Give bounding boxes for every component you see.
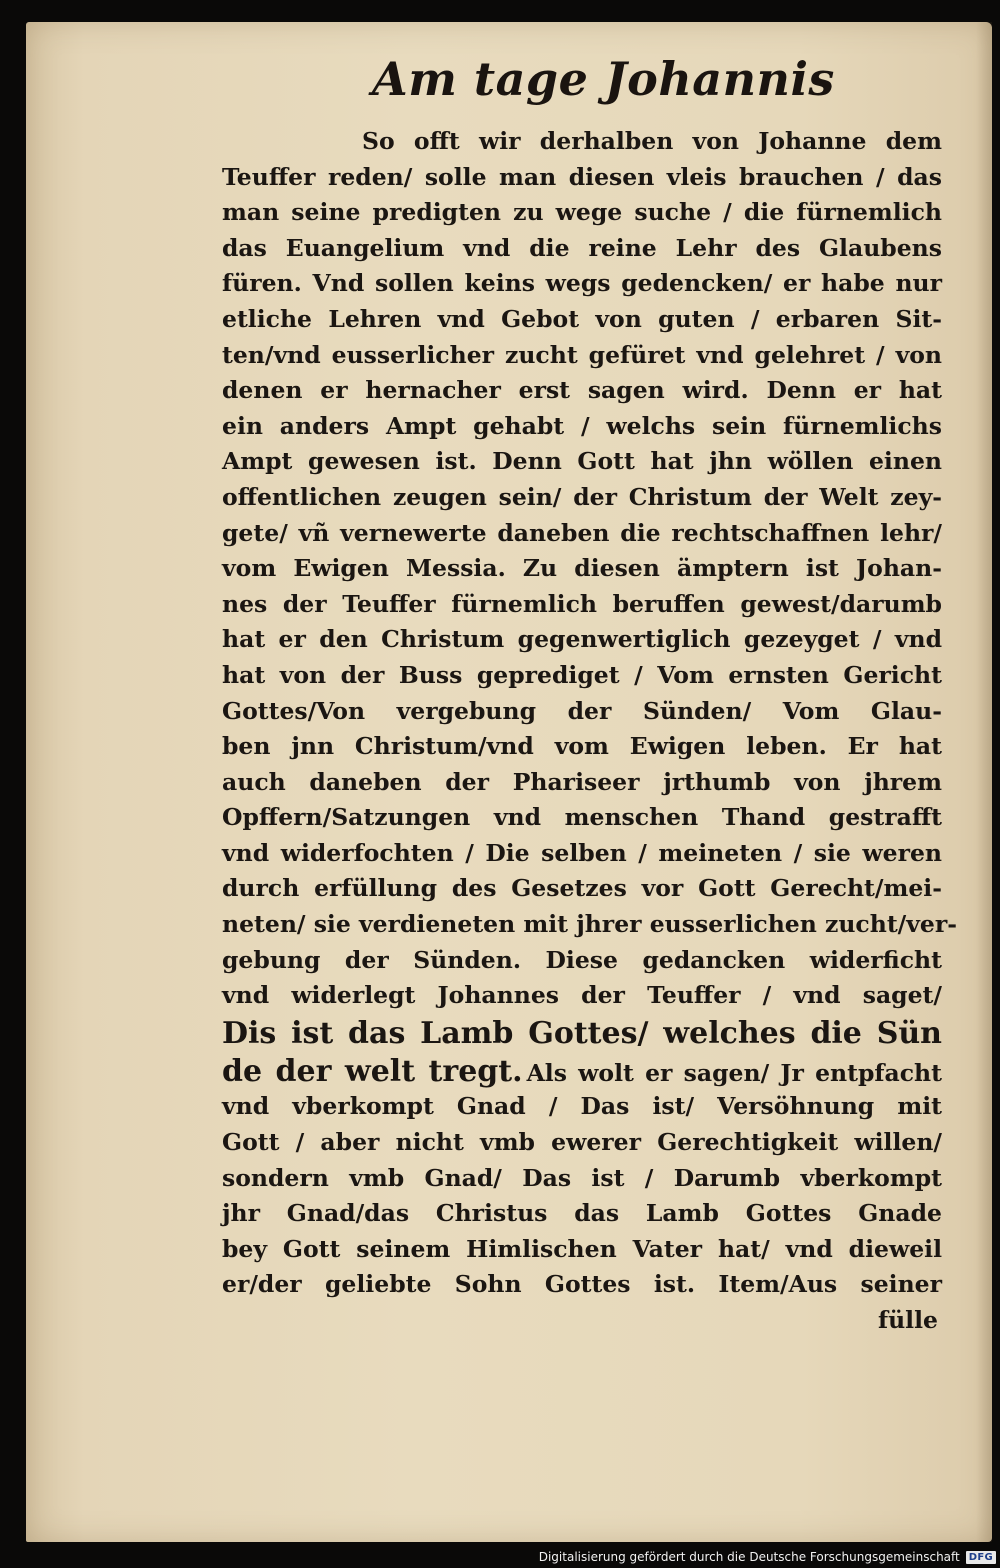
dfg-logo-icon[interactable]: DFG	[966, 1551, 996, 1564]
mixed-line	[222, 1054, 942, 1090]
text-line: offentlichen zeugen sein/ der Christum der Welt zey-	[222, 482, 942, 511]
text-line: er/der geliebte Sohn Gottes ist. Item/Aus seiner	[222, 1270, 942, 1299]
dfg-credit-bar	[539, 1550, 996, 1564]
text-line: durch erfüllung des Gesetzes vor Gott Gerecht/mei-	[222, 874, 942, 903]
catchword: fülle	[877, 1306, 938, 1334]
text-line: etliche Lehren vnd Gebot von guten / erbaren Sit-	[222, 304, 942, 333]
text-line: So offt wir derhalben von Johanne dem	[362, 127, 942, 155]
text-line: auch daneben der Phariseer jrthumb von jhrem	[222, 767, 942, 796]
text-line: sondern vmb Gnad/ Das ist / Darumb vberkompt	[222, 1163, 942, 1192]
page-edge-shadow	[976, 22, 992, 1542]
text-line: Gott / aber nicht vmb ewerer Gerechtigkeit willen/	[222, 1128, 942, 1157]
text-tail: Als wolt er sagen/ Jr entpfacht	[526, 1058, 942, 1087]
text-line: nes der Teuffer fürnemlich beruffen gewest/darumb	[222, 589, 942, 618]
text-line: vnd widerfochten / Die selben / meineten / sie weren	[222, 838, 942, 867]
text-line: gebung der Sünden. Diese gedancken widerficht	[222, 945, 942, 974]
text-line: Gottes/Von vergebung der Sünden/ Vom Glau-	[222, 696, 942, 725]
text-line: füren. Vnd sollen keins wegs gedencken/ er habe nur	[222, 269, 942, 298]
text-line: vom Ewigen Messia. Zu diesen ämptern ist Johan-	[222, 554, 942, 583]
emphasized-text: de der welt tregt.	[222, 1053, 523, 1089]
text-line: vnd widerlegt Johannes der Teuffer / vnd saget/	[222, 981, 942, 1010]
dfg-credit-text: Digitalisierung gefördert durch die Deutsche Forschungsgemeinschaft	[538, 1550, 960, 1564]
text-line: ten/vnd eusserlicher zucht gefüret vnd gelehret / von	[222, 340, 942, 369]
text-line: Teuffer reden/ solle man diesen vleis brauchen / das	[222, 162, 942, 191]
text-line: gete/ vñ vernewerte daneben die rechtschaffnen lehr/	[222, 518, 942, 547]
text-line: man seine predigten zu wege suche / die fürnemlich	[222, 198, 942, 227]
text-line: jhr Gnad/das Christus das Lamb Gottes Gnade	[222, 1199, 942, 1228]
text-line: hat von der Buss geprediget / Vom ernsten Gericht	[222, 660, 942, 689]
text-line: Ampt gewesen ist. Denn Gott hat jhn wöllen einen	[222, 447, 942, 476]
text-line: Opffern/Satzungen vnd menschen Thand gestrafft	[222, 803, 942, 832]
text-line: ben jnn Christum/vnd vom Ewigen leben. Er hat	[222, 732, 942, 761]
text-line: denen er hernacher erst sagen wird. Denn er hat	[222, 376, 942, 405]
text-line: das Euangelium vnd die reine Lehr des Glaubens	[222, 233, 942, 262]
text-line: hat er den Christum gegenwertiglich gezeyget / vnd	[222, 625, 942, 654]
running-head: Am tage Johannis	[372, 52, 835, 106]
text-line: vnd vberkompt Gnad / Das ist/ Versöhnung mit	[222, 1092, 942, 1121]
text-line: neten/ sie verdieneten mit jhrer eusserlichen zucht/ver-	[222, 910, 958, 939]
text-line: ein anders Ampt gehabt / welchs sein fürnemlichs	[222, 411, 942, 440]
emphasized-line: Dis ist das Lamb Gottes/ welches die Sün	[222, 1015, 942, 1051]
text-line: bey Gott seinem Himlischen Vater hat/ vnd dieweil	[222, 1234, 942, 1263]
body-text	[222, 124, 958, 1339]
